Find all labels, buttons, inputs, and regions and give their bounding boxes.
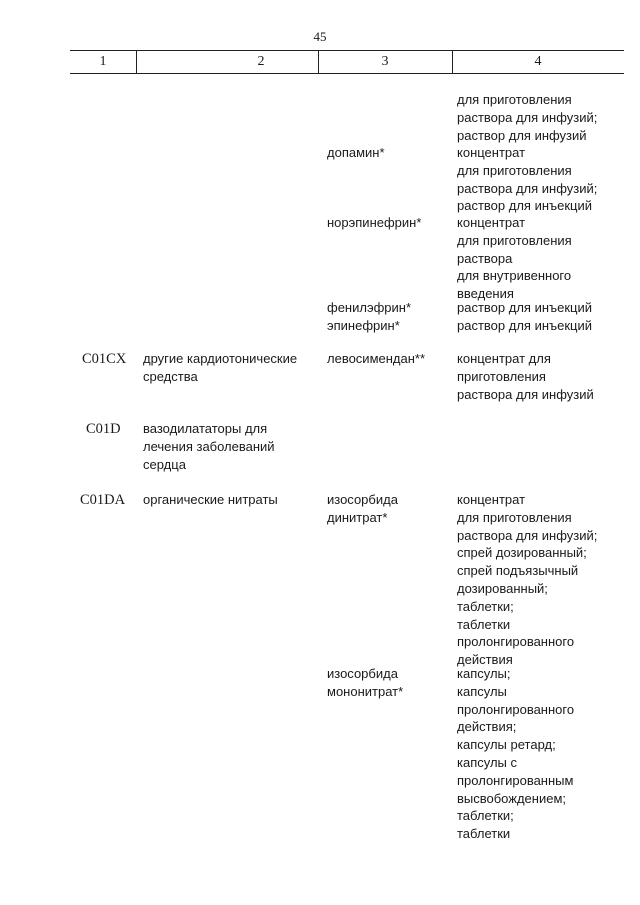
dosage-forms-dopamine: концентрат для приготовления раствора для инфузий; раствор для инъекций — [457, 145, 598, 214]
atc-group-c01cx: другие кардиотонические средства — [143, 351, 298, 384]
drug-name-isosorbide-mononitrate: изосорбида мононитрат* — [327, 666, 404, 699]
dosage-forms-norepinephrine: концентрат для приготовления раствора для внутривенного введения — [457, 215, 572, 302]
drug-names-phenylephrine-epinephrine: фенилэфрин* эпинефрин* — [327, 300, 412, 333]
dosage-forms-isosorbide-mononitrate: капсулы; капсулы пролонгированного действия; капсулы ретард; капсулы с пролонгированным высвобождением; таблетки; таблетки — [457, 666, 575, 842]
dosage-forms-continued: для приготовления раствора для инфузий; раствор для инфузий — [457, 92, 598, 143]
atc-code-c01da: C01DA — [80, 492, 126, 508]
atc-group-c01d: вазодилататоры для лечения заболеваний сердца — [143, 421, 275, 472]
atc-group-c01da: органические нитраты — [143, 492, 278, 507]
dosage-forms-levosimendan: концентрат для приготовления раствора для инфузий — [457, 351, 594, 402]
dosage-forms-isosorbide-dinitrate: концентрат для приготовления раствора для инфузий; спрей дозированный; спрей подъязычный дозированный; таблетки; таблетки пролонгированного действия — [457, 492, 598, 668]
drug-name-levosimendan: левосимендан** — [327, 351, 426, 366]
drug-name-norepinephrine: норэпинефрин* — [327, 215, 422, 230]
atc-code-c01cx: C01CX — [82, 351, 127, 367]
column-header-1: 1 — [99, 54, 107, 69]
drug-name-dopamine: допамин* — [327, 145, 385, 160]
column-header-4: 4 — [534, 54, 542, 69]
page-number: 45 — [313, 29, 327, 44]
column-header-2: 2 — [257, 54, 265, 69]
dosage-forms-phenylephrine-epinephrine: раствор для инъекций раствор для инъекций — [457, 300, 593, 333]
column-header-row — [70, 50, 624, 74]
drug-name-isosorbide-dinitrate: изосорбида динитрат* — [327, 492, 398, 525]
atc-code-c01d: C01D — [86, 421, 121, 437]
column-header-3: 3 — [381, 54, 389, 69]
